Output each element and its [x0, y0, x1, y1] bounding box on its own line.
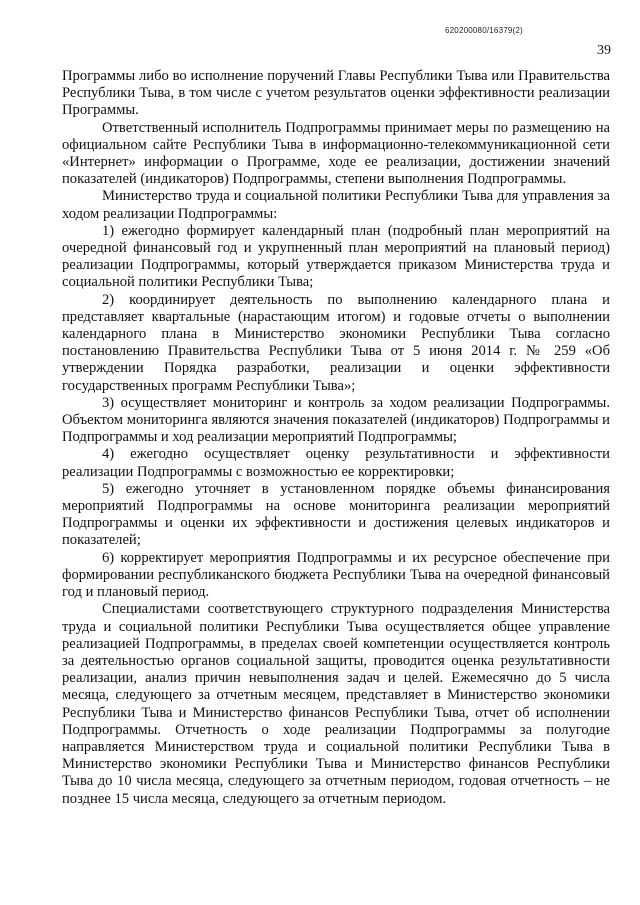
document-code: 620200080/16379(2)	[445, 26, 523, 35]
paragraph-publication: Ответственный исполнитель Подпрограммы принимает меры по размещению на официальном сайте Республики Тыва в информационно-телекоммуникационной сети «Интернет» информации о Программе, ходе ее реализации, достижении значений показателей (индикаторов) Подпрограммы, степени выполнения Подпрограммы.	[62, 119, 610, 188]
list-item-2: 2) координирует деятельность по выполнению календарного плана и представляет квартальные (нарастающим итогом) и годовые отчеты о выполнении календарного плана в Министерство экономики Республики Тыва согласно постановлению Правительства Республики Тыва от 5 июня 2014 г. № 259 «Об утверждении Порядка разработки, реализации и оценки эффективности государственных программ Республики Тыва»;	[62, 291, 610, 394]
document-body	[62, 68, 610, 808]
paragraph-continuation: Программы либо во исполнение поручений Главы Республики Тыва или Правительства Республики Тыва, в том числе с учетом результатов оценки эффективности реализации Программы.	[62, 68, 610, 119]
list-item-3: 3) осуществляет мониторинг и контроль за ходом реализации Подпрограммы. Объектом мониторинга являются значения показателей (индикаторов) Подпрограммы и Подпрограммы и ход реализации мероприятий Подпрограммы;	[62, 394, 610, 446]
paragraph-specialists: Специалистами соответствующего структурного подразделения Министерства труда и социальной политики Республики Тыва осуществляется общее управление реализацией Подпрограммы, в пределах своей компетенции осуществляется контроль за деятельностью органов социальной защиты, проводится оценка результативности реализации, анализ причин невыполнения задач и целей. Ежемесячно до 5 числа месяца, следующего за отчетным месяцем, представляет в Министерство экономики Республики Тыва и Министерство финансов Республики Тыва, отчет об исполнении Подпрограммы. Отчетность о ходе реализации Подпрограммы за полугодие направляется Министерством труда и социальной политики Республики Тыва в Министерство экономики Республики Тыва и Министерство финансов Республики Тыва до 10 числа месяца, следующего за отчетным периодом, годовая отчетность – не позднее 15 числа месяца, следующего за отчетным периодом.	[62, 601, 610, 807]
paragraph-ministry-intro: Министерство труда и социальной политики Республики Тыва для управления за ходом реализации Подпрограммы:	[62, 188, 610, 222]
list-item-1: 1) ежегодно формирует календарный план (подробный план мероприятий на очередной финансовый год и укрупненный план мероприятий на плановый период) реализации Подпрограммы, который утверждается приказом Министерства труда и социальной политики Республики Тыва;	[62, 222, 610, 291]
list-item-6: 6) корректирует мероприятия Подпрограммы и их ресурсное обеспечение при формировании республиканского бюджета Республики Тыва на очередной финансовый год и плановый период.	[62, 549, 610, 601]
list-item-4: 4) ежегодно осуществляет оценку результативности и эффективности реализации Подпрограммы с возможностью ее корректировки;	[62, 446, 610, 480]
list-item-5: 5) ежегодно уточняет в установленном порядке объемы финансирования мероприятий Подпрограммы на основе мониторинга реализации мероприятий Подпрограммы и оценки их эффективности и достижения целевых индикаторов и показателей;	[62, 480, 610, 549]
page-number: 39	[597, 43, 611, 58]
